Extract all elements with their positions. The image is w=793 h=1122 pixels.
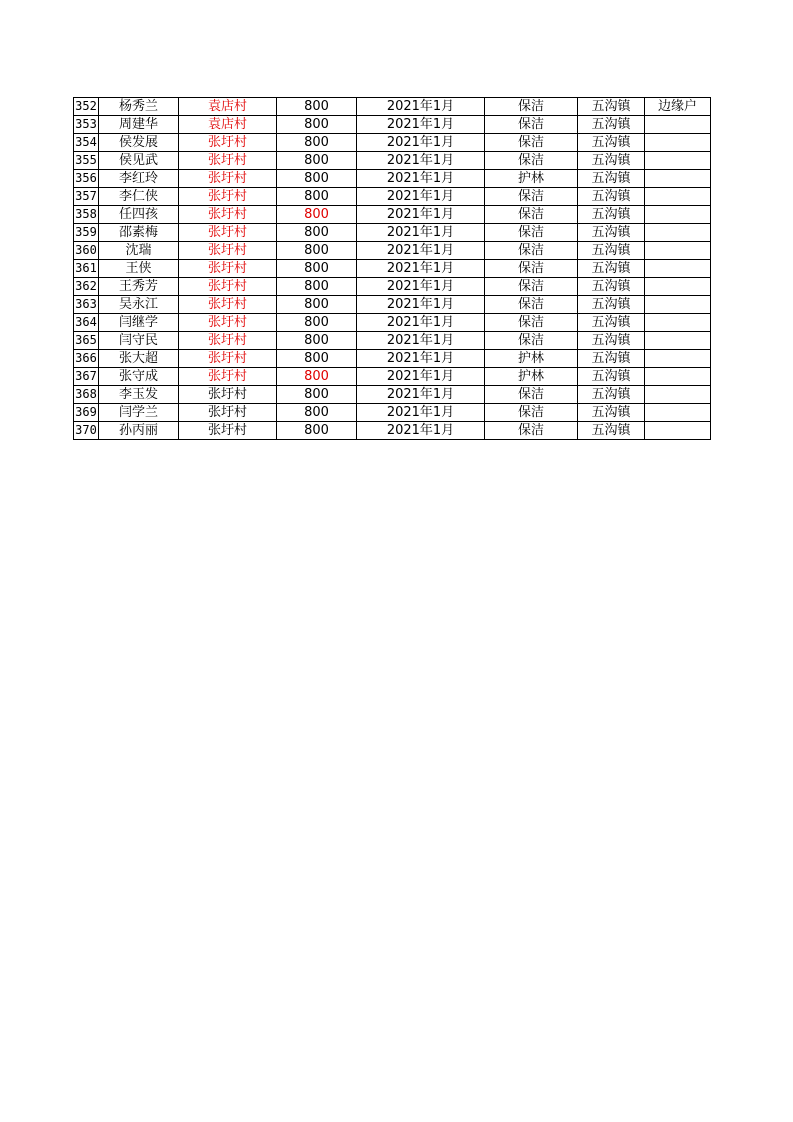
village-name-cell: 张圩村 (179, 188, 277, 206)
town-name-cell: 五沟镇 (578, 188, 645, 206)
row-number-cell: 352 (74, 98, 99, 116)
village-name-cell: 张圩村 (179, 386, 277, 404)
note-text-cell (645, 350, 711, 368)
duty-type-cell: 保洁 (485, 134, 578, 152)
duty-type-cell: 护林 (485, 350, 578, 368)
duty-type-cell: 保洁 (485, 116, 578, 134)
duty-type-cell: 保洁 (485, 422, 578, 440)
town-name-cell: 五沟镇 (578, 134, 645, 152)
duty-type-cell: 保洁 (485, 260, 578, 278)
table-row (74, 116, 711, 134)
village-name-cell: 袁店村 (179, 98, 277, 116)
amount-value-cell: 800 (277, 332, 357, 350)
amount-value-cell: 800 (277, 242, 357, 260)
row-number-cell: 355 (74, 152, 99, 170)
period-date-cell: 2021年1月 (357, 260, 485, 278)
town-name-cell: 五沟镇 (578, 224, 645, 242)
amount-value-cell: 800 (277, 314, 357, 332)
duty-type-cell: 保洁 (485, 386, 578, 404)
amount-value-cell: 800 (277, 278, 357, 296)
note-text-cell (645, 422, 711, 440)
row-number-cell: 367 (74, 368, 99, 386)
village-name-cell: 张圩村 (179, 422, 277, 440)
amount-value-cell: 800 (277, 170, 357, 188)
village-name-cell: 张圩村 (179, 368, 277, 386)
period-date-cell: 2021年1月 (357, 332, 485, 350)
row-number-cell: 365 (74, 332, 99, 350)
table-row (74, 278, 711, 296)
village-name-cell: 张圩村 (179, 206, 277, 224)
village-name-cell: 张圩村 (179, 224, 277, 242)
note-text-cell (645, 368, 711, 386)
village-name-cell: 张圩村 (179, 404, 277, 422)
table-row (74, 386, 711, 404)
person-name-cell: 沈瑞 (99, 242, 179, 260)
duty-type-cell: 保洁 (485, 314, 578, 332)
note-text-cell (645, 134, 711, 152)
note-text-cell (645, 242, 711, 260)
table-row (74, 206, 711, 224)
period-date-cell: 2021年1月 (357, 116, 485, 134)
period-date-cell: 2021年1月 (357, 152, 485, 170)
row-number-cell: 366 (74, 350, 99, 368)
town-name-cell: 五沟镇 (578, 98, 645, 116)
table-row (74, 350, 711, 368)
amount-value-cell: 800 (277, 152, 357, 170)
note-text-cell (645, 152, 711, 170)
row-number-cell: 368 (74, 386, 99, 404)
person-name-cell: 王侠 (99, 260, 179, 278)
village-name-cell: 张圩村 (179, 260, 277, 278)
village-name-cell: 张圩村 (179, 350, 277, 368)
duty-type-cell: 保洁 (485, 152, 578, 170)
note-text-cell (645, 296, 711, 314)
amount-value-cell: 800 (277, 134, 357, 152)
row-number-cell: 361 (74, 260, 99, 278)
village-name-cell: 袁店村 (179, 116, 277, 134)
note-text-cell (645, 116, 711, 134)
table-row (74, 332, 711, 350)
amount-value-cell: 800 (277, 386, 357, 404)
table-row (74, 404, 711, 422)
table-row (74, 152, 711, 170)
duty-type-cell: 保洁 (485, 188, 578, 206)
person-name-cell: 闫学兰 (99, 404, 179, 422)
table-row (74, 188, 711, 206)
person-name-cell: 侯发展 (99, 134, 179, 152)
town-name-cell: 五沟镇 (578, 242, 645, 260)
village-name-cell: 张圩村 (179, 278, 277, 296)
row-number-cell: 362 (74, 278, 99, 296)
person-name-cell: 张大超 (99, 350, 179, 368)
note-text-cell (645, 278, 711, 296)
duty-type-cell: 保洁 (485, 242, 578, 260)
row-number-cell: 363 (74, 296, 99, 314)
duty-type-cell: 护林 (485, 368, 578, 386)
period-date-cell: 2021年1月 (357, 404, 485, 422)
row-number-cell: 359 (74, 224, 99, 242)
town-name-cell: 五沟镇 (578, 296, 645, 314)
period-date-cell: 2021年1月 (357, 296, 485, 314)
period-date-cell: 2021年1月 (357, 386, 485, 404)
town-name-cell: 五沟镇 (578, 278, 645, 296)
town-name-cell: 五沟镇 (578, 170, 645, 188)
roster-table (73, 97, 711, 440)
row-number-cell: 358 (74, 206, 99, 224)
period-date-cell: 2021年1月 (357, 188, 485, 206)
row-number-cell: 353 (74, 116, 99, 134)
town-name-cell: 五沟镇 (578, 314, 645, 332)
period-date-cell: 2021年1月 (357, 224, 485, 242)
note-text-cell (645, 206, 711, 224)
period-date-cell: 2021年1月 (357, 170, 485, 188)
note-text-cell (645, 188, 711, 206)
period-date-cell: 2021年1月 (357, 134, 485, 152)
table-row (74, 224, 711, 242)
person-name-cell: 闫守民 (99, 332, 179, 350)
note-text-cell (645, 332, 711, 350)
town-name-cell: 五沟镇 (578, 404, 645, 422)
row-number-cell: 356 (74, 170, 99, 188)
table-row (74, 296, 711, 314)
amount-value-cell: 800 (277, 224, 357, 242)
row-number-cell: 354 (74, 134, 99, 152)
duty-type-cell: 护林 (485, 170, 578, 188)
period-date-cell: 2021年1月 (357, 314, 485, 332)
duty-type-cell: 保洁 (485, 206, 578, 224)
amount-value-cell: 800 (277, 188, 357, 206)
amount-value-cell: 800 (277, 350, 357, 368)
note-text-cell (645, 170, 711, 188)
amount-value-cell: 800 (277, 206, 357, 224)
period-date-cell: 2021年1月 (357, 98, 485, 116)
village-name-cell: 张圩村 (179, 242, 277, 260)
note-text-cell (645, 386, 711, 404)
person-name-cell: 张守成 (99, 368, 179, 386)
town-name-cell: 五沟镇 (578, 332, 645, 350)
person-name-cell: 孙丙丽 (99, 422, 179, 440)
village-name-cell: 张圩村 (179, 152, 277, 170)
duty-type-cell: 保洁 (485, 224, 578, 242)
period-date-cell: 2021年1月 (357, 422, 485, 440)
duty-type-cell: 保洁 (485, 278, 578, 296)
row-number-cell: 364 (74, 314, 99, 332)
note-text-cell (645, 404, 711, 422)
period-date-cell: 2021年1月 (357, 242, 485, 260)
table-row (74, 98, 711, 116)
table-row (74, 422, 711, 440)
period-date-cell: 2021年1月 (357, 350, 485, 368)
table-row (74, 260, 711, 278)
person-name-cell: 吴永江 (99, 296, 179, 314)
person-name-cell: 周建华 (99, 116, 179, 134)
village-name-cell: 张圩村 (179, 332, 277, 350)
person-name-cell: 任四孩 (99, 206, 179, 224)
table-row (74, 314, 711, 332)
person-name-cell: 王秀芳 (99, 278, 179, 296)
period-date-cell: 2021年1月 (357, 278, 485, 296)
person-name-cell: 李仁侠 (99, 188, 179, 206)
amount-value-cell: 800 (277, 98, 357, 116)
person-name-cell: 邵素梅 (99, 224, 179, 242)
note-text-cell (645, 224, 711, 242)
row-number-cell: 369 (74, 404, 99, 422)
town-name-cell: 五沟镇 (578, 260, 645, 278)
village-name-cell: 张圩村 (179, 296, 277, 314)
table-row (74, 242, 711, 260)
row-number-cell: 370 (74, 422, 99, 440)
town-name-cell: 五沟镇 (578, 386, 645, 404)
table-row (74, 134, 711, 152)
note-text-cell (645, 314, 711, 332)
note-text-cell (645, 260, 711, 278)
town-name-cell: 五沟镇 (578, 350, 645, 368)
village-name-cell: 张圩村 (179, 170, 277, 188)
amount-value-cell: 800 (277, 260, 357, 278)
town-name-cell: 五沟镇 (578, 368, 645, 386)
town-name-cell: 五沟镇 (578, 152, 645, 170)
village-name-cell: 张圩村 (179, 134, 277, 152)
person-name-cell: 闫继学 (99, 314, 179, 332)
amount-value-cell: 800 (277, 296, 357, 314)
row-number-cell: 360 (74, 242, 99, 260)
table-row (74, 170, 711, 188)
duty-type-cell: 保洁 (485, 296, 578, 314)
duty-type-cell: 保洁 (485, 332, 578, 350)
town-name-cell: 五沟镇 (578, 116, 645, 134)
duty-type-cell: 保洁 (485, 98, 578, 116)
period-date-cell: 2021年1月 (357, 206, 485, 224)
row-number-cell: 357 (74, 188, 99, 206)
amount-value-cell: 800 (277, 404, 357, 422)
person-name-cell: 杨秀兰 (99, 98, 179, 116)
table-row (74, 368, 711, 386)
person-name-cell: 李玉发 (99, 386, 179, 404)
amount-value-cell: 800 (277, 368, 357, 386)
village-name-cell: 张圩村 (179, 314, 277, 332)
town-name-cell: 五沟镇 (578, 422, 645, 440)
amount-value-cell: 800 (277, 422, 357, 440)
period-date-cell: 2021年1月 (357, 368, 485, 386)
town-name-cell: 五沟镇 (578, 206, 645, 224)
person-name-cell: 李红玲 (99, 170, 179, 188)
duty-type-cell: 保洁 (485, 404, 578, 422)
amount-value-cell: 800 (277, 116, 357, 134)
person-name-cell: 侯见武 (99, 152, 179, 170)
note-text-cell: 边缘户 (645, 98, 711, 116)
roster-body (74, 98, 711, 440)
